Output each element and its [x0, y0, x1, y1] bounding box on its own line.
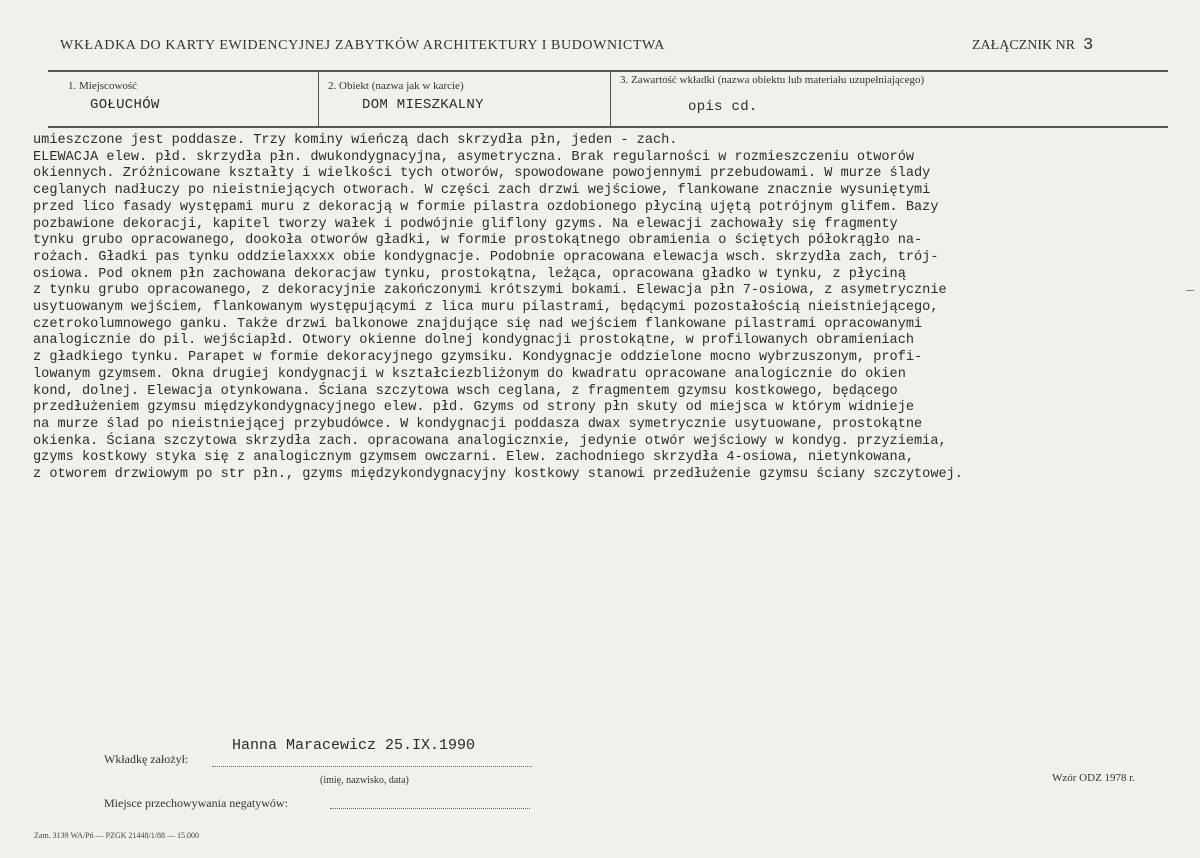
negatives-label: Miejsce przechowywania negatywów:: [104, 796, 288, 810]
author-label: Wkładkę założył:: [104, 752, 189, 766]
form-title: WKŁADKA DO KARTY EWIDENCYJNEJ ZABYTKÓW ARCHITEKTURY I BUDOWNICTWA: [60, 38, 665, 53]
text-line: rożach. Gładki pas tynku oddzielaxxxx obie kondygnacje. Podobnie opracowana elewacja wsch. skrzydła zach, trój-: [33, 249, 939, 265]
text-line: przed lico fasady występami muru z dekoracją w formie pilastra ozdobionego płyciną ujętą potrójnym glifem. Bazy: [33, 199, 939, 215]
header-rule-bottom: [48, 126, 1168, 128]
text-line: przedłużeniem gzymsu międzykondygnacyjnego elew. płd. Gzyms od strony płn skuty od miejsca w którym widnieje: [33, 400, 915, 416]
field-divider-1: [318, 70, 319, 128]
annex-number: 3: [1083, 36, 1094, 55]
text-line: kond, dolnej. Elewacja otynkowana. Ściana szczytowa wsch ceglana, z fragmentem gzymsu kostkowego, będącego: [33, 383, 898, 399]
text-line: analogicznie do pil. wejściapłd. Otwory okienne dolnej kondygnacji prostokątne, w profilowanych obramieniach: [33, 333, 915, 349]
margin-mark: [1186, 290, 1194, 295]
text-line: ceglanych nadłuczy po nieistniejących otworach. W części zach drzwi wejściowe, flankowane znacznie wysuniętymi: [33, 183, 931, 199]
text-line: ELEWACJA elew. płd. skrzydła płn. dwukondygnacyjna, asymetryczna. Brak regularności w rozmieszczeniu otworów: [33, 149, 915, 165]
text-line: z tynku grubo opracowanego, z dekoracyjnie zakończonymi krótszymi bokami. Elewacja płn 7-osiowa, z asymetrycznie: [33, 283, 947, 299]
author-dotted-line: [212, 766, 532, 767]
text-line: okiennych. Zróżnicowane kształty i wielkości tych otworów, spowodowane powojennymi przebudowami. W murze ślady: [33, 166, 931, 182]
print-footer: Zam. 3139 WA/Pń — PZGK 21448/1/88 — 15.000: [34, 831, 199, 840]
form-model: Wzór ODZ 1978 r.: [1052, 772, 1136, 784]
field-divider-2: [610, 70, 611, 128]
text-line: z gładkiego tynku. Parapet w formie dekoracyjnego gzymsiku. Kondygnacje oddzielone mocno wybrzuszonym, profi-: [33, 350, 923, 366]
annex-label: [972, 36, 1093, 55]
contents-label: 3. Zawartość wkładki (nazwa obiektu lub materiału uzupełniającego): [620, 74, 925, 86]
text-line: na murze ślad po nieistniejącej przybudówce. W kondygnacji poddasza dwax symetrycznie usytuowane, prostokątne: [33, 416, 923, 432]
annex-label-text: ZAŁĄCZNIK NR: [972, 38, 1076, 53]
contents-value: opis cd.: [688, 99, 758, 115]
text-line: czetrokolumnowego ganku. Także drzwi balkonowe znajdujące się nad wejściem flankowane pilastrami opracowanymi: [33, 316, 923, 332]
text-line: okienka. Ściana szczytowa skrzydła zach. opracowana analogicznxie, jedynie otwór wejściowy w kondyg. przyziemia,: [33, 433, 947, 449]
locality-value: GOŁUCHÓW: [90, 97, 160, 113]
locality-label: 1. Miejscowość: [68, 80, 138, 92]
object-value: DOM MIESZKALNY: [362, 97, 484, 113]
text-line: usytuowanym wejściem, flankowanym występującymi z lica muru pilastrami, będącymi pozostałością nieistniejącego,: [33, 300, 939, 316]
negatives-dotted-line: [330, 808, 530, 809]
object-label: 2. Obiekt (nazwa jak w karcie): [328, 80, 464, 92]
text-line: pozbawione dekoracji, kapitel tworzy wałek i podwójnie gliflony gzyms. Na elewacji zachowały się fragmenty: [33, 216, 898, 232]
text-line: osiowa. Pod oknem płn zachowana dekoracjaw tynku, prostokątna, leżąca, opracowana gładko w tynku, z płyciną: [33, 266, 906, 282]
description-text: [33, 133, 1183, 484]
text-line: gzyms kostkowy styka się z analogicznym gzymsem owczarni. Elew. zachodniego skrzydła 4-osiowa, nietynkowana,: [33, 450, 915, 466]
text-line: tynku grubo opracowanego, dookoła otworów gładki, w formie prostokątnego obramienia o ściętych półokrągło na-: [33, 233, 923, 249]
text-line: z otworem drzwiowym po str płn., gzyms międzykondygnacyjny kostkowy stanowi przedłużenie gzymsu ściany szczytowej.: [33, 467, 963, 483]
text-line: lowanym gzymsem. Okna drugiej kondygnacji w kształciezbliżonym do kwadratu opracowane analogicznie do okien: [33, 366, 906, 382]
author-caption: (imię, nazwisko, data): [320, 775, 409, 786]
header-rule-top: [48, 70, 1168, 72]
author-signature: Hanna Maracewicz 25.IX.1990: [232, 737, 476, 754]
text-line: umieszczone jest poddasze. Trzy kominy wieńczą dach skrzydła płn, jeden - zach.: [33, 133, 678, 148]
